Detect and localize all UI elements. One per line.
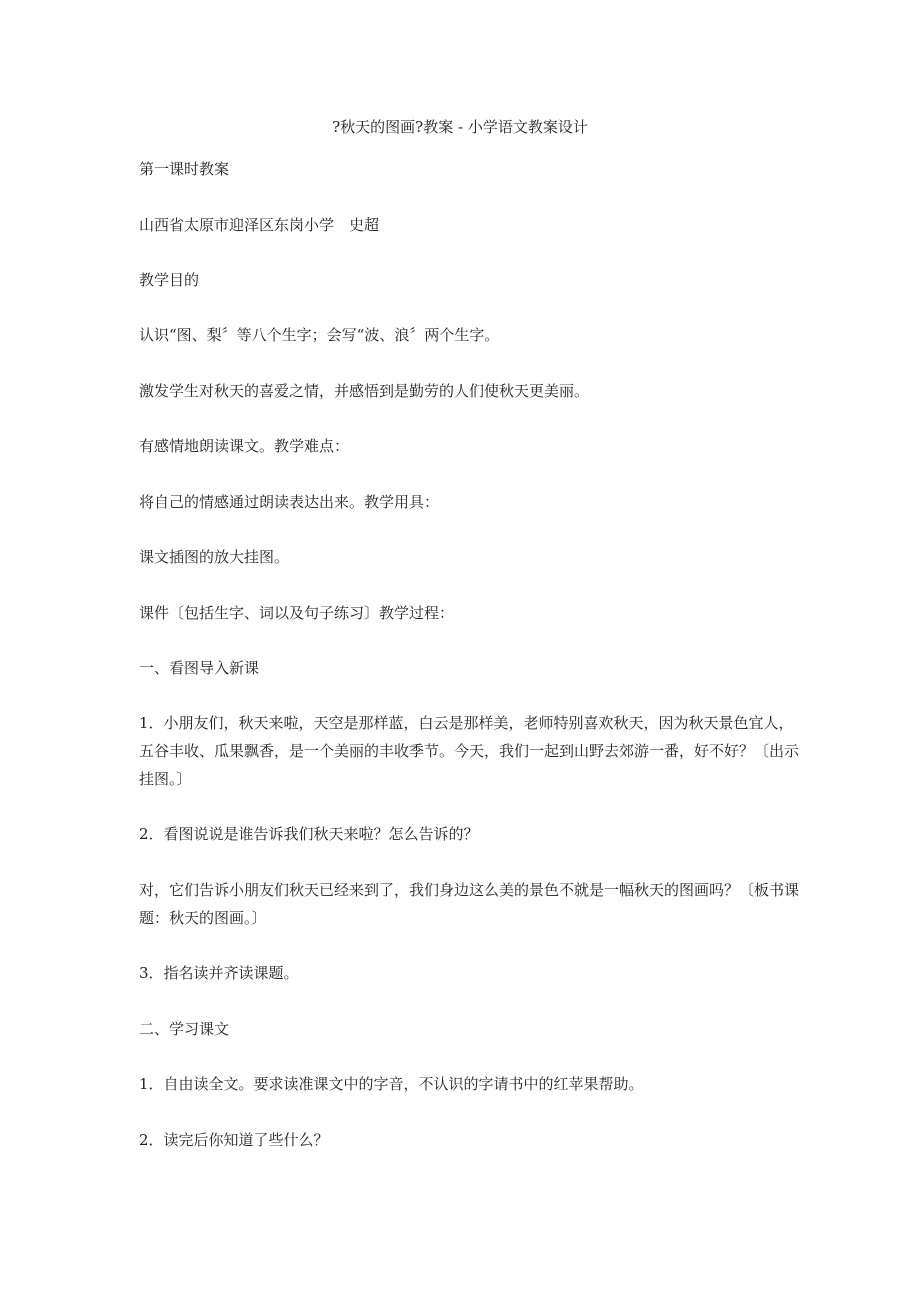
document-title: ?秋天的图画?教案 - 小学语文教案设计 [332, 118, 588, 136]
paragraph-objective-1: 认识“图、梨〞等八个生字；会写“波、浪〞两个生字。 [139, 326, 500, 344]
paragraph-section-2: 二、学习课文 [139, 1020, 230, 1038]
paragraph-objective-2: 激发学生对秋天的喜爱之情，并感悟到是勤劳的人们使秋天更美丽。 [139, 382, 590, 400]
paragraph-section-1: 一、看图导入新课 [139, 659, 260, 677]
paragraph-author: 山西省太原市迎泽区东岗小学 史超 [139, 216, 380, 234]
paragraph-objective-3: 有感情地朗读课文。教学难点： [139, 437, 350, 455]
paragraph-difficulty: 将自己的情感通过朗读表达出来。教学用具： [139, 493, 440, 511]
paragraph-lesson-heading: 第一课时教案 [139, 160, 230, 178]
paragraph-courseware: 课件〔包括生字、词以及句子练习〕教学过程： [139, 604, 455, 622]
paragraph-step-1-3: 3．指名读并齐读课题。 [139, 964, 299, 982]
paragraph-step-1-1: 1．小朋友们，秋天来啦，天空是那样蓝，白云是那样美，老师特别喜欢秋天，因为秋天景色宜人，五谷丰收、瓜果飘香，是一个美丽的丰收季节。今天，我们一起到山野去郊游一番，好不好？〔出示挂图。〕 [139, 714, 800, 788]
paragraph-response: 对，它们告诉小朋友们秋天已经来到了，我们身边这么美的景色不就是一幅秋天的图画吗？〔板书课题：秋天的图画。〕 [139, 881, 800, 927]
paragraph-step-2-2: 2．读完后你知道了些什么？ [139, 1131, 329, 1149]
paragraph-step-2-1: 1．自由读全文。要求读准课文中的字音，不认识的字请书中的红苹果帮助。 [139, 1075, 644, 1093]
paragraph-materials: 课文插图的放大挂图。 [139, 548, 290, 566]
paragraph-objectives-heading: 教学目的 [139, 271, 200, 289]
paragraph-step-1-2: 2．看图说说是谁告诉我们秋天来啦？怎么告诉的？ [139, 825, 479, 843]
